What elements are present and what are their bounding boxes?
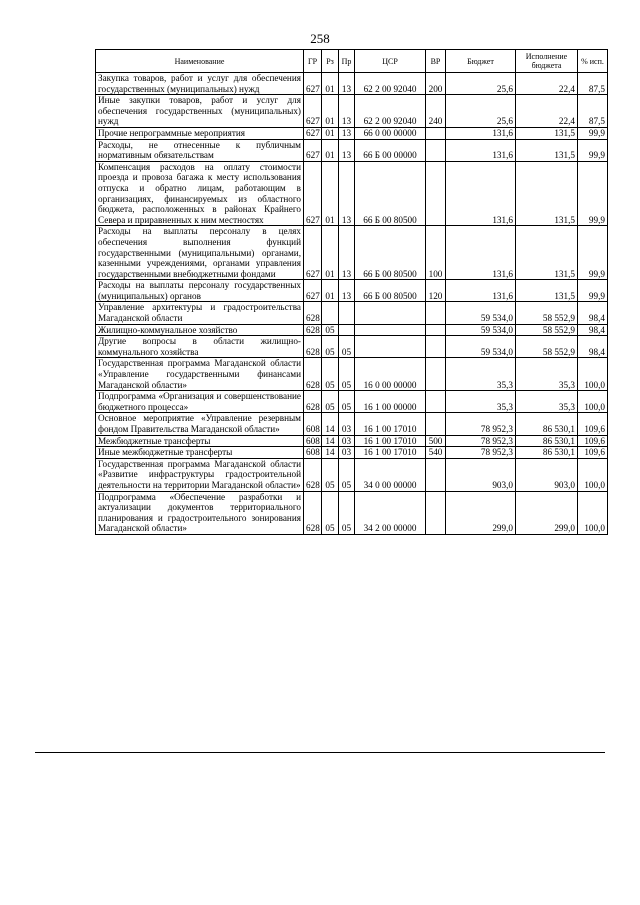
cell-budget: 59 534,0: [446, 336, 516, 358]
cell-vr: 120: [426, 280, 446, 302]
cell-percent: 99,9: [578, 127, 608, 139]
cell-csr: 16 1 00 17010: [355, 413, 426, 435]
cell-execution: 86 530,1: [516, 413, 578, 435]
cell-rz: 01: [322, 95, 339, 128]
cell-pr: 05: [339, 358, 355, 391]
cell-vr: 540: [426, 447, 446, 459]
cell-pr: [339, 324, 355, 336]
cell-pr: 13: [339, 95, 355, 128]
cell-budget: 131,6: [446, 139, 516, 161]
table-row: [96, 302, 608, 324]
cell-csr: [355, 302, 426, 324]
cell-gr: 627: [304, 95, 322, 128]
page-number: 258: [310, 31, 330, 46]
cell-rz: 05: [322, 458, 339, 491]
cell-execution: 58 552,9: [516, 336, 578, 358]
cell-name: Расходы на выплаты персоналу в целях обеспечения выполнения функций государственными (муниципальными) органами, казенными учреждениями, органами управления государственными внебюджетными фондами: [96, 226, 304, 280]
cell-name: Государственная программа Магаданской области «Развитие инфраструктуры градостроительной деятельности на территории Магаданской области»: [96, 458, 304, 491]
cell-csr: 34 2 00 00000: [355, 491, 426, 534]
table-row: [96, 73, 608, 95]
cell-percent: 109,6: [578, 447, 608, 459]
cell-budget: 131,6: [446, 280, 516, 302]
cell-csr: 66 Б 00 80500: [355, 226, 426, 280]
cell-gr: 627: [304, 139, 322, 161]
cell-percent: 100,0: [578, 491, 608, 534]
cell-vr: [426, 302, 446, 324]
cell-percent: 98,4: [578, 336, 608, 358]
cell-budget: 131,6: [446, 127, 516, 139]
table-row: [96, 435, 608, 447]
cell-pr: 13: [339, 73, 355, 95]
cell-name: Подпрограмма «Обеспечение разработки и актуализации документов территориального планирования и градостроительного зонирования Магаданской области»: [96, 491, 304, 534]
cell-rz: 01: [322, 280, 339, 302]
cell-budget: 59 534,0: [446, 302, 516, 324]
cell-budget: 299,0: [446, 491, 516, 534]
cell-csr: [355, 336, 426, 358]
cell-name: Межбюджетные трансферты: [96, 435, 304, 447]
cell-rz: 01: [322, 161, 339, 226]
cell-csr: 66 Б 00 00000: [355, 139, 426, 161]
cell-gr: 628: [304, 391, 322, 413]
cell-execution: 131,5: [516, 161, 578, 226]
cell-percent: 99,9: [578, 280, 608, 302]
cell-execution: 131,5: [516, 127, 578, 139]
cell-rz: 01: [322, 73, 339, 95]
cell-vr: [426, 458, 446, 491]
cell-budget: 25,6: [446, 95, 516, 128]
cell-name: Подпрограмма «Организация и совершенствование бюджетного процесса»: [96, 391, 304, 413]
cell-pr: 03: [339, 447, 355, 459]
table-header-row: [96, 50, 608, 73]
cell-execution: 22,4: [516, 73, 578, 95]
table-row: [96, 491, 608, 534]
cell-percent: 109,6: [578, 413, 608, 435]
table-row: [96, 358, 608, 391]
cell-csr: 66 Б 00 80500: [355, 280, 426, 302]
cell-vr: 100: [426, 226, 446, 280]
cell-budget: 35,3: [446, 358, 516, 391]
cell-name: Закупка товаров, работ и услуг для обеспечения государственных (муниципальных) нужд: [96, 73, 304, 95]
cell-percent: 87,5: [578, 95, 608, 128]
cell-pr: [339, 302, 355, 324]
header-execution: Исполнение бюджета: [516, 50, 578, 73]
cell-gr: 608: [304, 447, 322, 459]
cell-rz: 05: [322, 336, 339, 358]
table-row: [96, 447, 608, 459]
header-percent: % исп.: [578, 50, 608, 73]
cell-gr: 627: [304, 127, 322, 139]
cell-gr: 608: [304, 435, 322, 447]
cell-percent: 99,9: [578, 226, 608, 280]
cell-percent: 100,0: [578, 391, 608, 413]
cell-percent: 100,0: [578, 358, 608, 391]
cell-rz: 05: [322, 491, 339, 534]
cell-execution: 131,5: [516, 139, 578, 161]
cell-name: Компенсация расходов на оплату стоимости проезда и провоза багажа к месту использования отпуска и обратно лицам, работающим в организациях, финансируемых из областного бюджета, расположенных в районах Крайнего Севера и приравненных к ним местностях: [96, 161, 304, 226]
header-rz: Рз: [322, 50, 339, 73]
cell-execution: 35,3: [516, 391, 578, 413]
cell-csr: 66 0 00 00000: [355, 127, 426, 139]
cell-execution: 299,0: [516, 491, 578, 534]
table-row: [96, 336, 608, 358]
cell-execution: 58 552,9: [516, 324, 578, 336]
cell-pr: 13: [339, 226, 355, 280]
cell-csr: 16 1 00 17010: [355, 435, 426, 447]
cell-gr: 627: [304, 280, 322, 302]
cell-name: Другие вопросы в области жилищно-коммунального хозяйства: [96, 336, 304, 358]
cell-rz: 14: [322, 447, 339, 459]
cell-rz: 14: [322, 413, 339, 435]
cell-csr: 16 1 00 17010: [355, 447, 426, 459]
cell-vr: [426, 491, 446, 534]
cell-csr: 66 Б 00 80500: [355, 161, 426, 226]
cell-execution: 58 552,9: [516, 302, 578, 324]
cell-csr: 62 2 00 92040: [355, 73, 426, 95]
cell-vr: [426, 161, 446, 226]
cell-vr: [426, 139, 446, 161]
cell-execution: 22,4: [516, 95, 578, 128]
cell-rz: 05: [322, 358, 339, 391]
cell-vr: 240: [426, 95, 446, 128]
cell-budget: 35,3: [446, 391, 516, 413]
cell-budget: 59 534,0: [446, 324, 516, 336]
table-row: [96, 161, 608, 226]
header-vr: ВР: [426, 50, 446, 73]
table-row: [96, 324, 608, 336]
cell-name: Прочие непрограммные мероприятия: [96, 127, 304, 139]
table-row: [96, 391, 608, 413]
cell-gr: 628: [304, 324, 322, 336]
cell-gr: 608: [304, 413, 322, 435]
cell-vr: 500: [426, 435, 446, 447]
cell-csr: 62 2 00 92040: [355, 95, 426, 128]
cell-pr: 03: [339, 435, 355, 447]
cell-rz: 05: [322, 391, 339, 413]
cell-vr: 200: [426, 73, 446, 95]
cell-gr: 628: [304, 491, 322, 534]
cell-rz: 01: [322, 139, 339, 161]
cell-name: Расходы на выплаты персоналу государственных (муниципальных) органов: [96, 280, 304, 302]
budget-table: [95, 49, 608, 535]
cell-csr: [355, 324, 426, 336]
cell-budget: 25,6: [446, 73, 516, 95]
cell-percent: 99,9: [578, 139, 608, 161]
cell-gr: 627: [304, 226, 322, 280]
header-pr: Пр: [339, 50, 355, 73]
cell-name: Иные закупки товаров, работ и услуг для обеспечения государственных (муниципальных) нужд: [96, 95, 304, 128]
cell-name: Государственная программа Магаданской области «Управление государственными финансами Магаданской области»: [96, 358, 304, 391]
cell-pr: 05: [339, 336, 355, 358]
cell-rz: [322, 302, 339, 324]
cell-rz: 14: [322, 435, 339, 447]
cell-pr: 05: [339, 458, 355, 491]
cell-vr: [426, 324, 446, 336]
header-csr: ЦСР: [355, 50, 426, 73]
cell-vr: [426, 391, 446, 413]
cell-gr: 628: [304, 358, 322, 391]
table-row: [96, 127, 608, 139]
cell-execution: 86 530,1: [516, 435, 578, 447]
header-gr: ГР: [304, 50, 322, 73]
table-row: [96, 226, 608, 280]
cell-gr: 627: [304, 73, 322, 95]
cell-budget: 78 952,3: [446, 435, 516, 447]
table-row: [96, 413, 608, 435]
cell-vr: [426, 336, 446, 358]
header-budget: Бюджет: [446, 50, 516, 73]
cell-execution: 86 530,1: [516, 447, 578, 459]
cell-gr: 627: [304, 161, 322, 226]
cell-pr: 13: [339, 127, 355, 139]
cell-vr: [426, 127, 446, 139]
cell-vr: [426, 413, 446, 435]
cell-percent: 109,6: [578, 435, 608, 447]
cell-budget: 903,0: [446, 458, 516, 491]
cell-budget: 131,6: [446, 226, 516, 280]
cell-execution: 35,3: [516, 358, 578, 391]
bottom-divider: [35, 752, 605, 753]
cell-percent: 100,0: [578, 458, 608, 491]
cell-execution: 131,5: [516, 226, 578, 280]
cell-name: Жилищно-коммунальное хозяйство: [96, 324, 304, 336]
cell-vr: [426, 358, 446, 391]
cell-pr: 13: [339, 139, 355, 161]
table-row: [96, 458, 608, 491]
table-row: [96, 139, 608, 161]
cell-gr: 628: [304, 302, 322, 324]
cell-execution: 903,0: [516, 458, 578, 491]
cell-budget: 131,6: [446, 161, 516, 226]
cell-csr: 16 1 00 00000: [355, 391, 426, 413]
cell-execution: 131,5: [516, 280, 578, 302]
cell-budget: 78 952,3: [446, 447, 516, 459]
cell-name: Основное мероприятие «Управление резервным фондом Правительства Магаданской области»: [96, 413, 304, 435]
cell-rz: 01: [322, 226, 339, 280]
cell-pr: 05: [339, 391, 355, 413]
cell-percent: 98,4: [578, 302, 608, 324]
cell-percent: 87,5: [578, 73, 608, 95]
cell-pr: 13: [339, 280, 355, 302]
cell-name: Управление архитектуры и градостроительства Магаданской области: [96, 302, 304, 324]
table-body: [96, 73, 608, 535]
cell-rz: 05: [322, 324, 339, 336]
table-row: [96, 95, 608, 128]
cell-name: Иные межбюджетные трансферты: [96, 447, 304, 459]
cell-percent: 99,9: [578, 161, 608, 226]
header-name: Наименование: [96, 50, 304, 73]
cell-budget: 78 952,3: [446, 413, 516, 435]
cell-percent: 98,4: [578, 324, 608, 336]
cell-pr: 03: [339, 413, 355, 435]
cell-name: Расходы, не отнесенные к публичным нормативным обязательствам: [96, 139, 304, 161]
cell-pr: 13: [339, 161, 355, 226]
cell-rz: 01: [322, 127, 339, 139]
cell-csr: 34 0 00 00000: [355, 458, 426, 491]
table-row: [96, 280, 608, 302]
cell-csr: 16 0 00 00000: [355, 358, 426, 391]
cell-pr: 05: [339, 491, 355, 534]
cell-gr: 628: [304, 458, 322, 491]
cell-gr: 628: [304, 336, 322, 358]
